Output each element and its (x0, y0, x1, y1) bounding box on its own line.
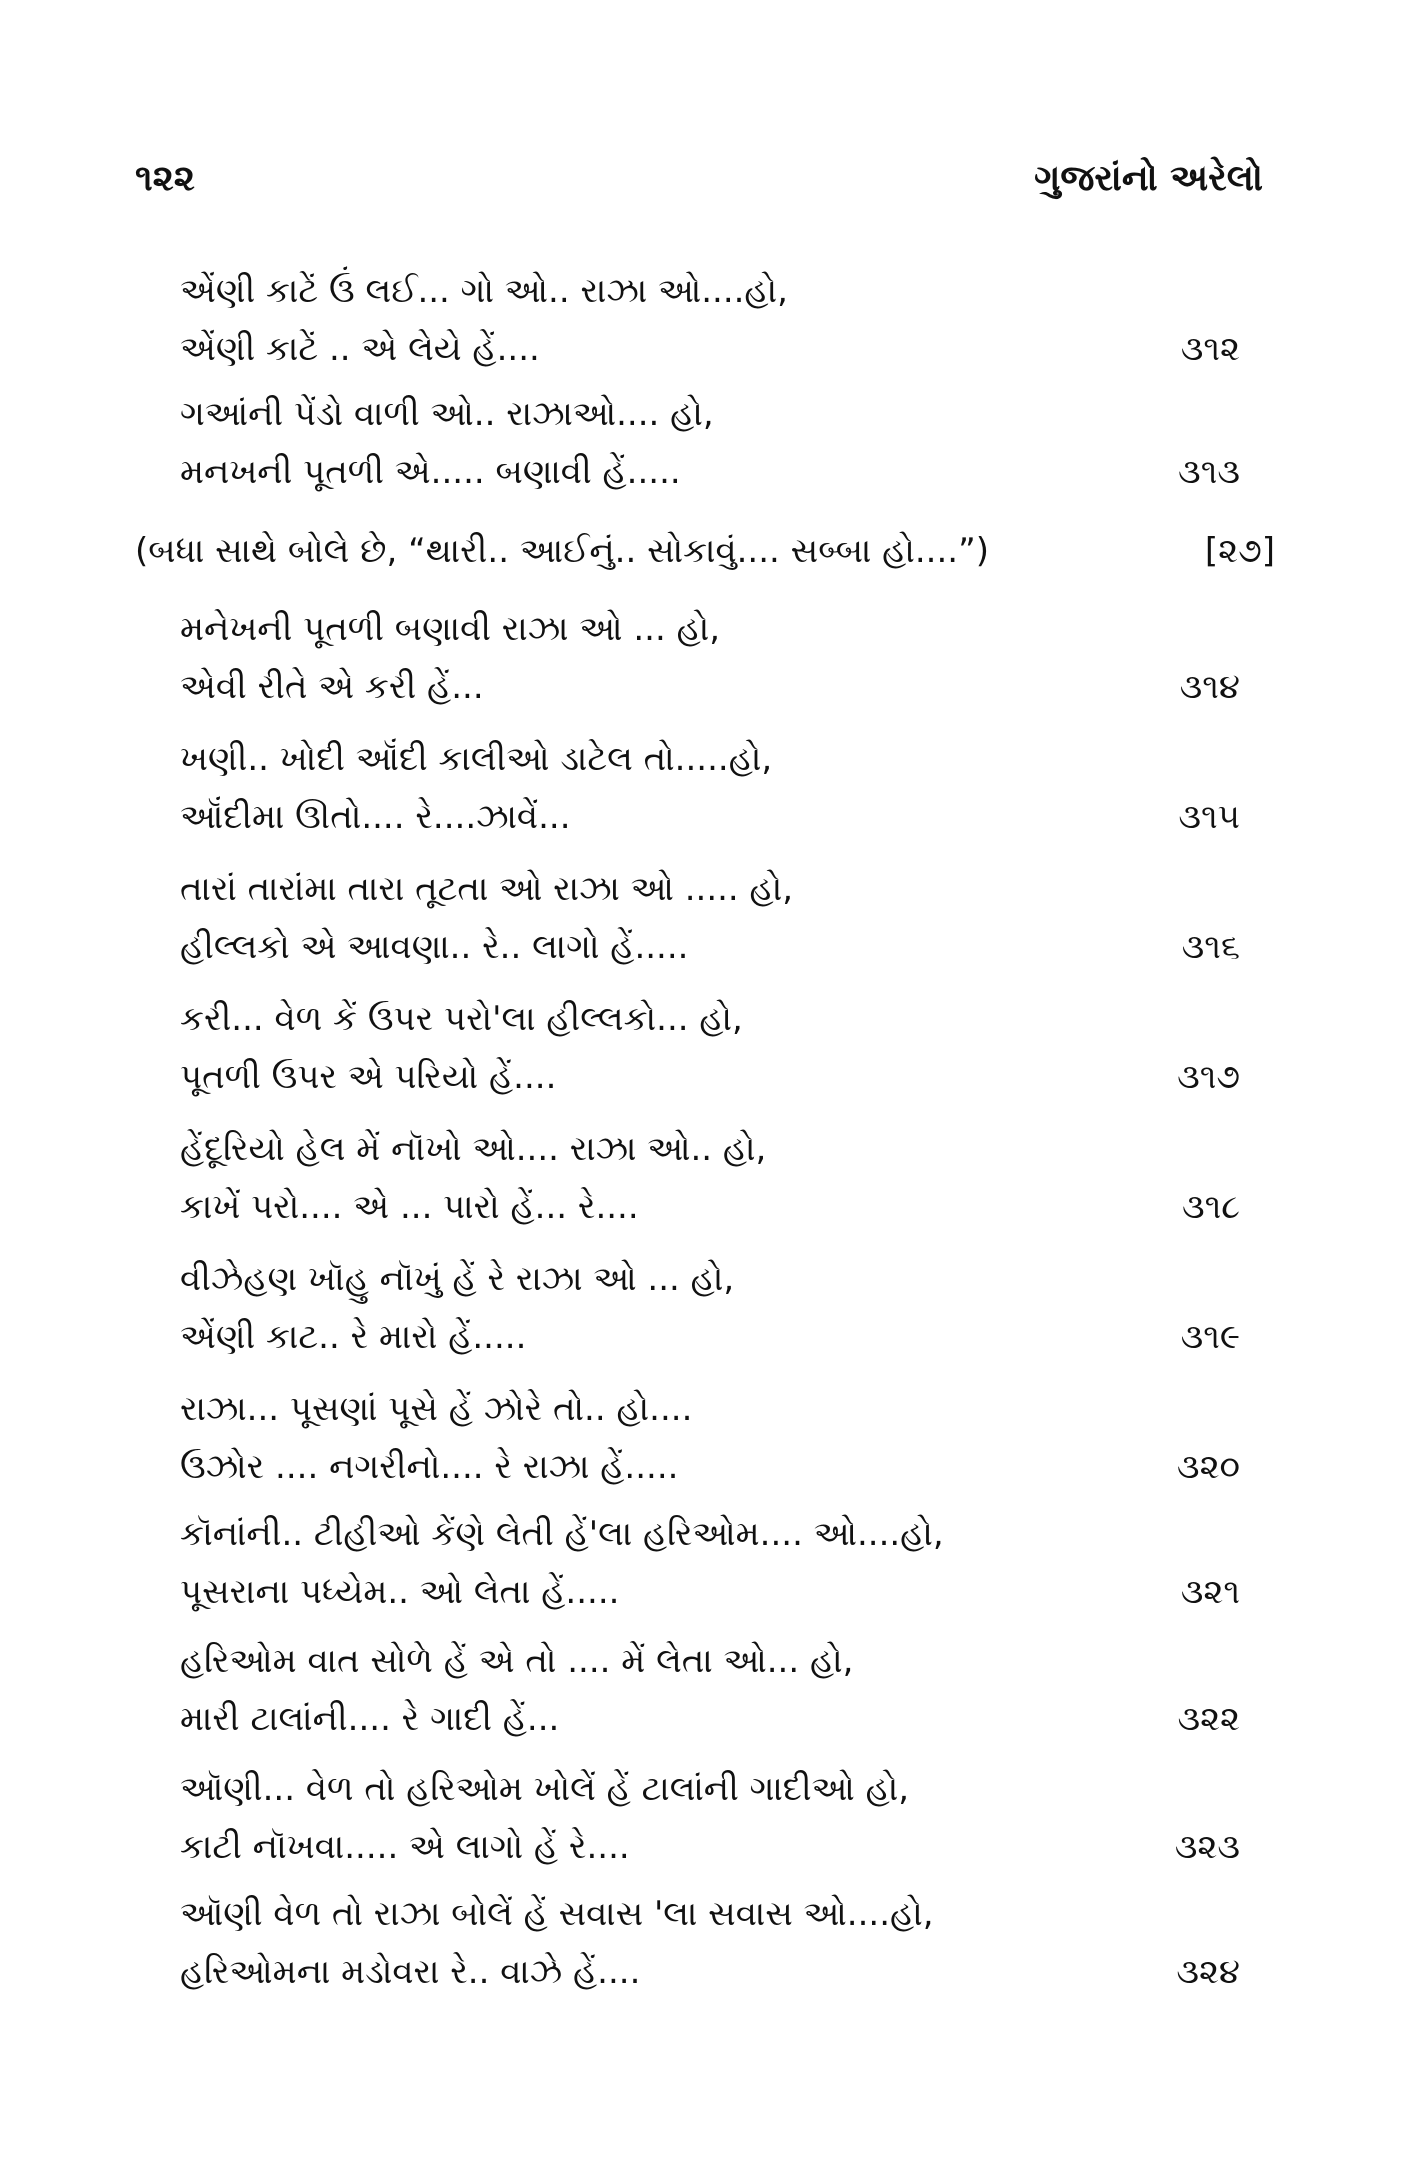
verse-number: ૩૧૫ (1178, 797, 1240, 837)
verse-line: હેંદૂરિયો હેલ મેં નૉખો ઓ.... રાઝા ઓ.. હો, (180, 1129, 767, 1169)
verse-number: ૩૧૪ (1179, 667, 1240, 707)
verse-line (180, 1818, 1240, 1876)
verse-number: ૩૨૦ (1176, 1447, 1240, 1487)
verse-line: હરિઓમ વાત સોળે હેં એ તો .... મેં લેતા ઓ... હો, (180, 1641, 854, 1681)
page-number: ૧૨૨ (135, 158, 195, 199)
stanza (180, 1885, 1240, 2001)
verse-line-text: કાટી નૉખવા..... એ લાગો હેં રે.... (180, 1827, 630, 1867)
verse-line: વીઝેહણ ખૉહુ નૉખું હેં રે રાઝા ઓ ... હો, (180, 1259, 735, 1299)
verse-number: ૩૧૮ (1181, 1187, 1240, 1227)
verse-line (180, 1563, 1240, 1621)
verse-line (180, 1690, 1240, 1748)
verse-line (180, 1178, 1240, 1236)
verse-number: ૩૨૪ (1176, 1952, 1240, 1992)
verse-line: રાઝા... પૂસણાં પૂસે હેં ઝોરે તો.. હો.... (180, 1389, 693, 1429)
verse-line (180, 1308, 1240, 1366)
verse-line: ઑણી વેળ તો રાઝા બોલેં હેં સવાસ 'લા સવાસ ઓ....હો, (180, 1894, 934, 1934)
chorus-line (135, 522, 1275, 580)
verse-line-text: મારી ટાલાંની.... રે ગાદી હેં... (180, 1699, 560, 1739)
verse-line-text: એંણી કાટેં .. એ લેયે હેં.... (180, 329, 540, 369)
verse-line (180, 788, 1240, 846)
verse-number: ૩૨૩ (1174, 1827, 1240, 1867)
verse-line-text: એંણી કાટ.. રે મારો હેં..... (180, 1317, 527, 1357)
verse-line: ખણી.. ખોદી ઑંદી કાલીઓ ડાટેલ તો.....હો, (180, 739, 773, 779)
verse-line-text: મનખની પૂતળી એ..... બણાવી હેં..... (180, 452, 681, 492)
verse-number: ૩૧૨ (1180, 329, 1240, 369)
verse-line: કરી... વેળ કેં ઉપર પરો'લા હીલ્લકો... હો, (180, 999, 743, 1039)
verse-line (180, 1438, 1240, 1496)
verse-number: ૩૨૧ (1180, 1572, 1240, 1612)
stanza (180, 1505, 1240, 1621)
verse-line: કૉનાંની.. ટીહીઓ કેંણે લેતી હેં'લા હરિઓમ.... ઓ....હો, (180, 1514, 944, 1554)
verse-line (180, 658, 1240, 716)
verse-line: ઑણી... વેળ તો હરિઓમ ખોલેં હેં ટાલાંની ગાદીઓ હો, (180, 1769, 910, 1809)
stanza (180, 1250, 1240, 1366)
stanza (180, 1380, 1240, 1496)
verse-line-text: પૂસરાના પધ્યેમ.. ઓ લેતા હેં..... (180, 1572, 620, 1612)
verse-line-text: કાખેં પરો.... એ ... પારો હેં... રે.... (180, 1187, 639, 1227)
stanza (180, 990, 1240, 1106)
stanza (180, 262, 1240, 378)
verse-line: ગઆંની પેંડો વાળી ઓ.. રાઝાઓ.... હો, (180, 394, 714, 434)
verse-number: ૩૧૯ (1180, 1317, 1240, 1357)
stanza (180, 730, 1240, 846)
verse-line: તારાં તારાંમા તારા તૂટતા ઓ રાઝા ઓ ..... હો, (180, 869, 794, 909)
verse-line-text: પૂતળી ઉપર એ પરિયો હેં.... (180, 1057, 557, 1097)
stanza (180, 600, 1240, 716)
page-header (135, 158, 1263, 208)
verse-line (180, 1048, 1240, 1106)
verse-line-text: હરિઓમના મડોવરા રે.. વાઝે હેં.... (180, 1952, 641, 1992)
verse-line (180, 320, 1240, 378)
verse-number: ૩૧૬ (1181, 927, 1240, 967)
verse-line (180, 1943, 1240, 2001)
verse-number: ૩૧૩ (1178, 452, 1240, 492)
verse-line (180, 918, 1240, 976)
verse-line-text: એવી રીતે એ કરી હેં... (180, 667, 484, 707)
verse-line (180, 443, 1240, 501)
stanza (180, 385, 1240, 501)
verse-line-text: ઉઝોર .... નગરીનો.... રે રાઝા હેં..... (180, 1447, 679, 1487)
stanza (180, 860, 1240, 976)
chorus-number: [૨૭] (1204, 531, 1275, 571)
chorus-text: (બધા સાથે બોલે છે, “થારી.. આઈનું.. સોકાવું.... સબ્બા હો....”) (135, 531, 989, 571)
running-title: ગુજરાંનો અરેલો (1034, 158, 1263, 199)
verse-line-text: ઑંદીમા ઊતો.... રે....ઝાવેં... (180, 797, 571, 837)
stanza (180, 1120, 1240, 1236)
stanza (180, 1632, 1240, 1748)
verse-number: ૩૨૨ (1177, 1699, 1240, 1739)
verse-line: એંણી કાટેં ઉં લઈ... ગો ઓ.. રાઝા ઓ....હો, (180, 271, 788, 311)
verse-line-text: હીલ્લકો એ આવણા.. રે.. લાગો હેં..... (180, 927, 689, 967)
stanza (180, 1760, 1240, 1876)
verse-line: મનેખની પૂતળી બણાવી રાઝા ઓ ... હો, (180, 609, 721, 649)
verse-number: ૩૧૭ (1177, 1057, 1240, 1097)
